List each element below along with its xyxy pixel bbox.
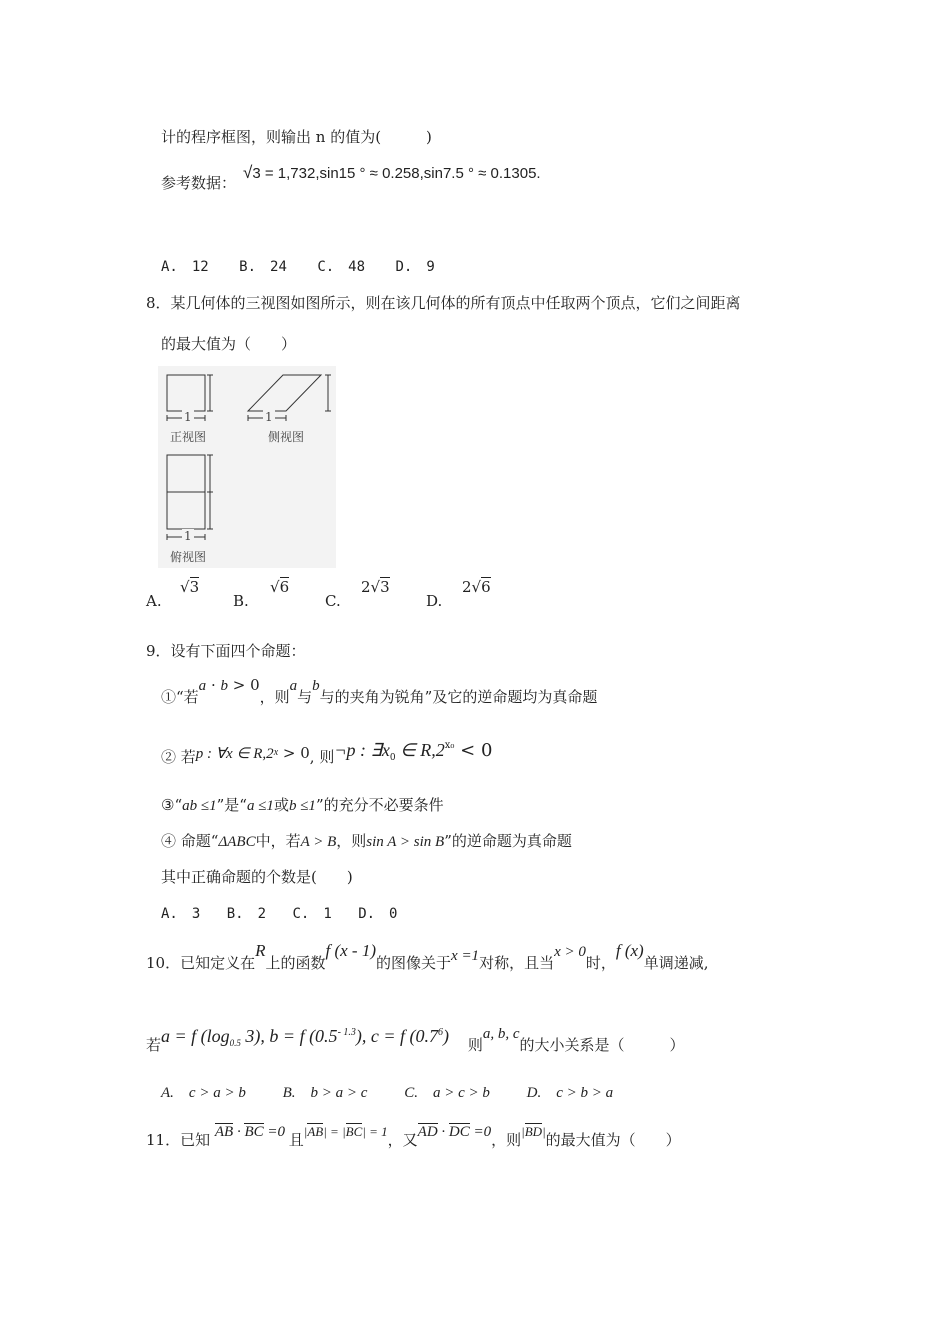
top-dim-label: 1 — [184, 529, 192, 543]
q7-ref-label: 参考数据： — [161, 174, 237, 192]
q10-line1: 10．已知定义在R上的函数f (x - 1)的图像关于x =1对称，且当x > 0时，f (x)单调递减, — [146, 941, 709, 972]
q11-bd-norm: |BD| — [521, 1124, 546, 1139]
q8-option-c[interactable]: C. — [325, 592, 341, 610]
q7-option-a[interactable]: A. 12 — [161, 259, 209, 275]
q9-statement-4: ④ 命题“ΔABC中，若A > B，则sin A > sin B”的逆命题为真命题 — [161, 832, 572, 850]
q8-option-c-value: 2√3 — [361, 578, 390, 596]
q11-line: 11．已知 AB · BC =0 且|AB| = |BC| = 1，又AD · DC =0，则|BD|的最大值为（ ） — [146, 1124, 681, 1149]
q8-stem-line1: 8．某几何体的三视图如图所示，则在该几何体的所有顶点中任取两个顶点，它们之间距离 — [146, 294, 741, 312]
side-dim-label: 1 — [265, 410, 273, 424]
q10-option-c[interactable]: C. a > c > b — [404, 1085, 490, 1101]
q7-ref-data: √3 = 1,732,sin15 ° ≈ 0.258,sin7.5 ° ≈ 0.1305. — [243, 163, 541, 182]
front-view-square — [167, 375, 205, 411]
q10-abc-definition: a = f ($\log_{0.5}$ 3), b = f $(0.5^{- 1.3})$, c = f $(0.7^6)$ — [161, 1026, 450, 1048]
q10-line2: 若a = f ($\log_{0.5}$ 3), b = f $(0.5^{- 1.3})$, c = f $(0.7^6)$ 则a, b, c的大小关系是（ ） — [146, 1026, 685, 1054]
q7-option-c[interactable]: C. 48 — [317, 259, 366, 275]
q9-option-c[interactable]: C. 1 — [292, 906, 332, 922]
q9-statement-2: ② 若p : ∀x ∈ $R,2^x > 0$, 则¬p : ∃x0 ∈ $R,2^{x_0} < 0$ — [161, 740, 493, 766]
side-view-parallelogram — [248, 375, 321, 411]
q8-option-a-value: √3 — [180, 578, 200, 596]
q9-statement-1: ①“若a · b > 0，则a与b与的夹角为锐角”及它的逆命题均为真命题 — [161, 676, 598, 706]
side-view-label: 侧视图 — [268, 430, 305, 444]
q8-option-a[interactable]: A. — [146, 592, 162, 610]
q8-option-d[interactable]: D. — [426, 592, 443, 610]
q8-option-b-value: √6 — [270, 578, 290, 596]
q7-option-b[interactable]: B. 24 — [239, 259, 287, 275]
top-view-label: 俯视图 — [170, 550, 207, 564]
front-view-label: 正视图 — [170, 430, 207, 444]
q9-options — [161, 903, 420, 925]
q11-norm-expr: |AB| = |BC| = 1 — [303, 1124, 388, 1139]
q8-stem-line2: 的最大值为（ ） — [161, 335, 297, 353]
q9-option-d[interactable]: D. 0 — [358, 906, 398, 922]
q10-option-d[interactable]: D. c > b > a — [526, 1085, 614, 1101]
q11-vec-expr2: AD · DC =0 — [417, 1124, 492, 1140]
q9-statement-3: ③“ab ≤1”是“a ≤1或b ≤1”的充分不必要条件 — [161, 796, 444, 814]
q7-options — [161, 256, 457, 278]
q7-tail: 计的程序框图，则输出 n 的值为( ) — [161, 128, 432, 146]
q7-option-d[interactable]: D. 9 — [395, 259, 435, 275]
q11-vec-expr1: AB · BC =0 — [214, 1124, 285, 1140]
sqrt-sign: √ — [243, 163, 253, 182]
front-dim-label: 1 — [184, 410, 192, 424]
q8-option-d-value: 2√6 — [462, 578, 491, 596]
q9-question: 其中正确命题的个数是( ) — [161, 868, 353, 886]
q9-option-a[interactable]: A. 3 — [161, 906, 201, 922]
q10-option-b[interactable]: B. b > a > c — [282, 1085, 368, 1101]
q10-options — [161, 1081, 635, 1104]
q9-stem: 9．设有下面四个命题： — [146, 642, 306, 660]
q8-option-b[interactable]: B. — [233, 592, 249, 610]
three-view-figure — [158, 366, 336, 568]
q9-option-b[interactable]: B. 2 — [226, 906, 267, 922]
q10-option-a[interactable]: A. c > a > b — [161, 1085, 246, 1101]
